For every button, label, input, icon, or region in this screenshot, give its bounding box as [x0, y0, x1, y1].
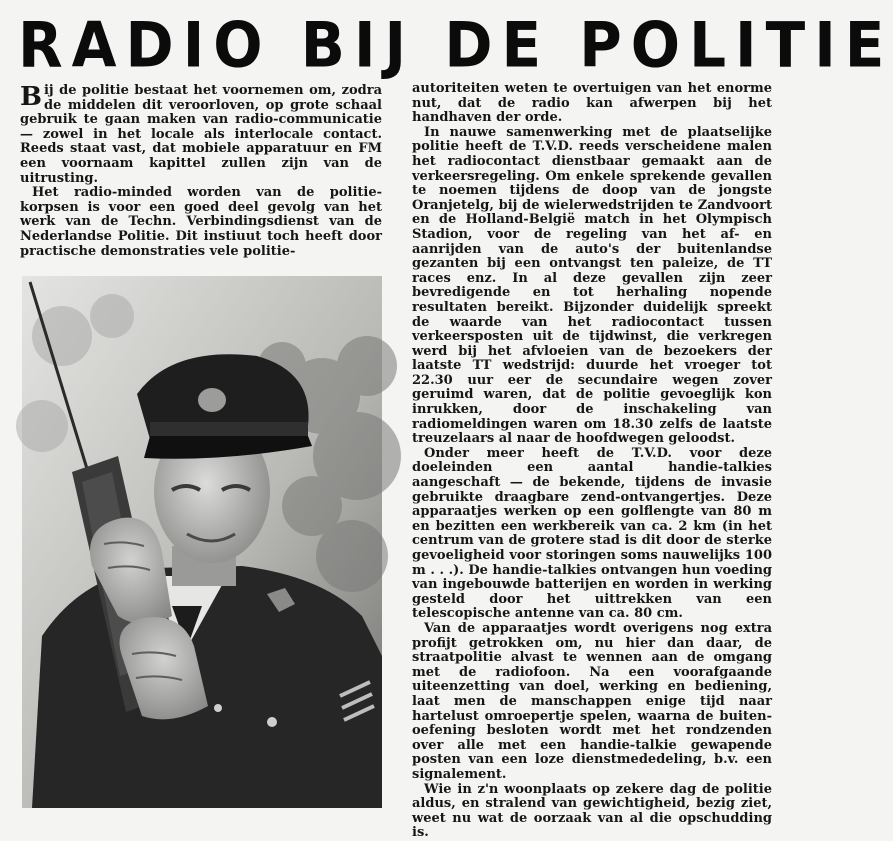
paragraph: Het radio-minded worden van de politie-korpsen is voor een goed deel gevolg van het werk van de Techn. Verbindingsdienst van de Nederlandse Politie. Dit instiuut toch heeft door practische demonstraties vele politie- [20, 185, 382, 259]
paragraph: Wie in z'n woonplaats op zekere dag de politie aldus, en stralend van gewichtigheid, bezig ziet, weet nu wat de oorzaak van al die opschudding is. [412, 781, 772, 841]
paragraph: Bij de politie bestaat het voornemen om, zodra de middelen dit veroorloven, op grote schaal gebruik te gaan maken van radio-communicatie — zowel in het locale als interlocale contact. Reeds staat vast, dat mobiele apparatuur en FM een voornaam kapittel zullen zijn van de uitrusting. [20, 82, 382, 186]
drop-cap: B [20, 82, 42, 112]
right-column-text [412, 82, 772, 841]
headline: RADIO BIJ DE POLITIE [18, 8, 893, 82]
paragraph: Van de apparaatjes wordt overigens nog extra profijt getrokken om, nu hier dan daar, de straatpolitie alvast te wennen aan de omgang met de radiofoon. Na een voorafgaande uiteenzetting van doel, werking en bediening, laat men de manschappen enige tijd naar hartelust omroepertje spelen, waarna de buiten-oefening besloten wordt met het rondzenden over alle met een handie-talkie gewapende posten van een loze dienstmededeling, b.v. een signalement. [412, 620, 772, 782]
policeman-photo [22, 276, 382, 808]
paragraph: autoriteiten weten te overtuigen van het enorme nut, dat de radio kan afwerpen bij het handhaven der orde. [412, 81, 772, 126]
policeman-photo-illustration [22, 276, 382, 808]
paragraph: Onder meer heeft de T.V.D. voor deze doeleinden een aantal handie-talkies aangeschaft — de bekende, tijdens de invasie gebruikte draagbare zend-ontvangertjes. Deze apparaatjes werken op een golflengte van 80 m en bezitten een werkbereik van ca. 2 km (in het centrum van de grotere stad is dit door de sterke gevoeligheid voor storingen soms nauwelijks 100 m . . .). De handie-talkies ontvangen hun voeding van ingebouwde batterijen en worden in werking gesteld door het uittrekken van een telescopische antenne van ca. 80 cm. [412, 445, 772, 622]
paragraph: In nauwe samenwerking met de plaatselijke politie heeft de T.V.D. reeds verscheidene malen het radiocontact dienstbaar gemaakt aan de verkeersregeling. Om enkele sprekende gevallen te noemen tijdens de doop van de jongste Oranjetelg, bij de wielerwedstrijden te Zandvoort en de Holland-België match in het Olympisch Stadion, voor de regeling van het af- en aanrijden van de auto's der buitenlandse gezanten bij een ontvangst ten paleize, de TT races enz. In al deze gevallen zijn zeer bevredigende en tot herhaling nopende resultaten bereikt. Bijzonder duidelijk spreekt de waarde van het radiocontact tussen verkeersposten uit de tijdwinst, die verkregen werd bij het afvloeien van de bezoekers der laatste TT wedstrijd: duurde het vroeger tot 22.30 uur eer de secundaire wegen zover geruimd waren, dat de politie gevoeglijk kon inrukken, door de inschakeling van radiomeldingen waren om 18.30 zelfs de laatste treuzelaars al naar de hoofdwegen geloodst. [412, 124, 772, 447]
left-column-text [20, 84, 382, 259]
